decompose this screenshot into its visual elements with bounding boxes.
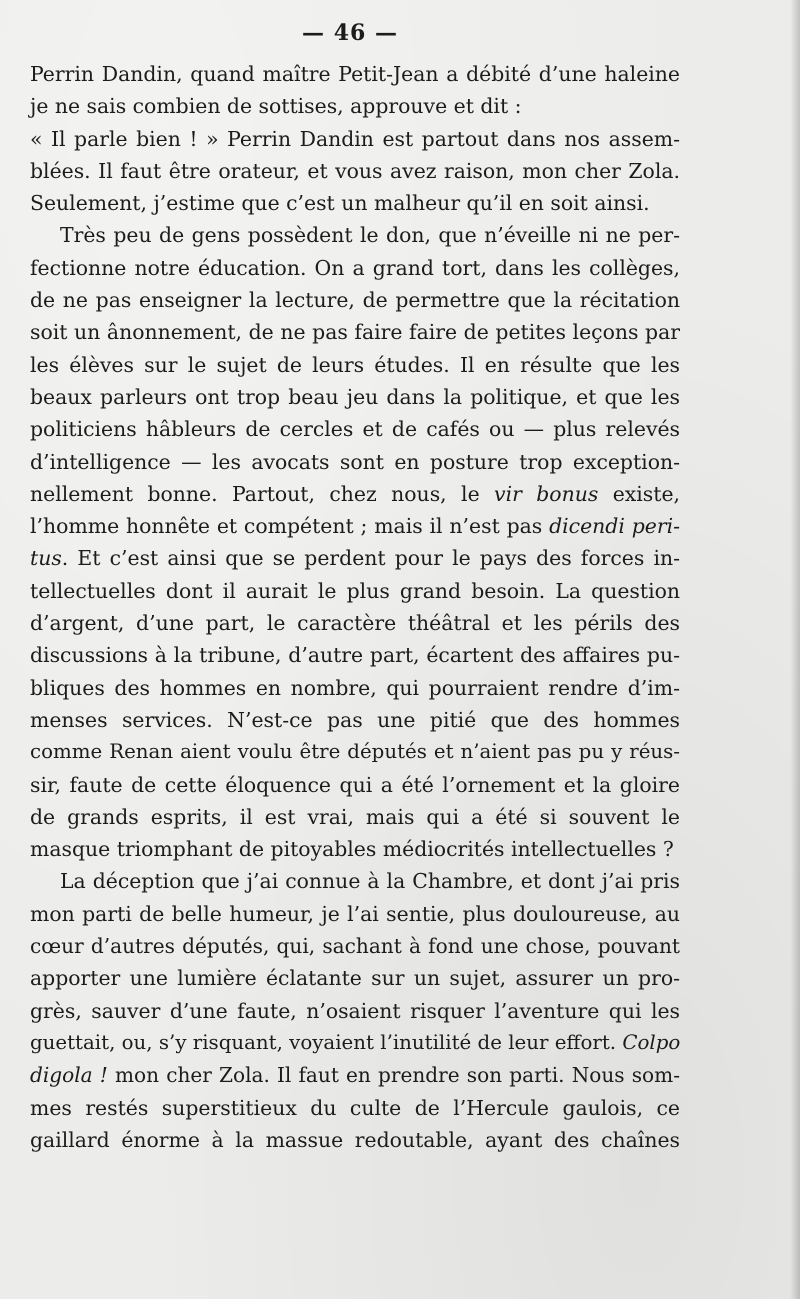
body-text [30,58,680,1156]
text-run: mon cher Zola. Il faut en prendre son parti. Nous som- [107,1063,680,1088]
text-line [30,446,680,478]
text-run: discussions à la tribune, d’autre part, écartent des affaires pu- [30,643,680,668]
text-run: d’argent, d’une part, le caractère théâtral et les périls des [30,611,680,636]
text-run: d’intelligence — les avocats sont en posture trop exception- [30,449,680,474]
text-line [30,187,680,219]
text-run: mon parti de belle humeur, je l’ai sentie, plus douloureuse, au [30,901,680,926]
text-line [30,704,680,736]
text-run: cœur d’autres députés, qui, sachant à fond une chose, pouvant [30,934,680,959]
text-run: grès, sauver d’une faute, n’osaient risquer l’aventure qui les [30,998,680,1023]
text-run: beaux parleurs ont trop beau jeu dans la politique, et que les [30,384,680,409]
text-line [30,962,680,994]
text-run: Très peu de gens possèdent le don, que n’éveille ni ne per- [60,223,680,248]
text-line [30,349,680,381]
text-line [30,1092,680,1124]
text-line [30,155,680,187]
text-run: gaillard énorme à la massue redoutable, ayant des chaînes [30,1127,680,1152]
text-line [30,1059,680,1091]
text-run: La déception que j’ai connue à la Chambre, et dont j’ai pris [60,869,680,894]
text-line [30,639,680,671]
text-run: fectionne notre éducation. On a grand tort, dans les collèges, [30,255,680,280]
text-run: bliques des hommes en nombre, qui pourraient rendre d’im- [30,675,680,700]
italic-text: tus [30,546,62,571]
text-run: Perrin Dandin, quand maître Petit-Jean a débité d’une haleine [30,62,680,86]
text-line [30,1124,680,1156]
text-line [30,930,680,962]
italic-text: digola ! [30,1063,108,1088]
italic-text: vir bonus [494,481,599,506]
text-run: politiciens hâbleurs de cercles et de cafés ou — plus relevés [30,417,680,442]
text-run: sir, faute de cette éloquence qui a été l’ornement et la gloire [30,772,680,797]
text-run: blées. Il faut être orateur, et vous avez raison, mon cher Zola. [30,158,680,183]
text-line [30,123,680,155]
italic-text: dicendi peri- [549,514,680,539]
text-line [30,575,680,607]
text-run: apporter une lumière éclatante sur un sujet, assurer un pro- [30,966,680,991]
text-run: masque triomphant de pitoyables médiocrités intellectuelles ? [30,837,674,862]
text-run: les élèves sur le sujet de leurs études. Il en résulte que les [30,352,680,377]
text-run: . Et c’est ainsi que se perdent pour le pays des forces in- [61,546,680,571]
text-line [30,252,680,284]
text-line [30,58,680,90]
text-line [30,995,680,1027]
text-line [30,833,680,865]
text-run: existe, [598,481,681,506]
text-line [30,1027,680,1059]
text-run: comme Renan aient voulu être députés et n’aient pas pu y réus- [30,740,680,764]
text-line [30,865,680,897]
text-run: soit un ânonnement, de ne pas faire faire de petites leçons par [30,320,680,345]
text-line [30,736,680,768]
text-run: Seulement, j’estime que c’est un malheur qu’il en soit ainsi. [30,191,650,216]
text-line [30,607,680,639]
text-run: de grands esprits, il est vrai, mais qui a été si souvent le [30,804,680,829]
text-run: guettait, ou, s’y risquant, voyaient l’inutilité de leur effort. [30,1030,623,1054]
text-run: l’homme honnête et compétent ; mais il n’est pas [30,514,550,539]
text-run: je ne sais combien de sottises, approuve et dit : [30,94,522,119]
text-line [30,284,680,316]
text-run: nellement bonne. Partout, chez nous, le [30,481,495,506]
page-number: — 46 — [302,20,398,46]
text-run: de ne pas enseigner la lecture, de permettre que la récitation [30,288,680,313]
text-line [30,672,680,704]
italic-text: Colpo [622,1030,681,1054]
text-run: « Il parle bien ! » Perrin Dandin est partout dans nos assem- [30,126,680,151]
text-line [30,90,680,122]
text-run: tellectuelles dont il aurait le plus grand besoin. La question [30,578,680,603]
text-line [30,413,680,445]
text-line [30,381,680,413]
text-line [30,801,680,833]
text-line [30,510,680,542]
text-line [30,769,680,801]
text-run: menses services. N’est-ce pas une pitié que des hommes [30,707,680,732]
text-line [30,316,680,348]
text-line [30,478,680,510]
text-line [30,542,680,574]
text-run: mes restés superstitieux du culte de l’Hercule gaulois, ce [30,1095,680,1120]
text-line [30,219,680,251]
text-line [30,898,680,930]
